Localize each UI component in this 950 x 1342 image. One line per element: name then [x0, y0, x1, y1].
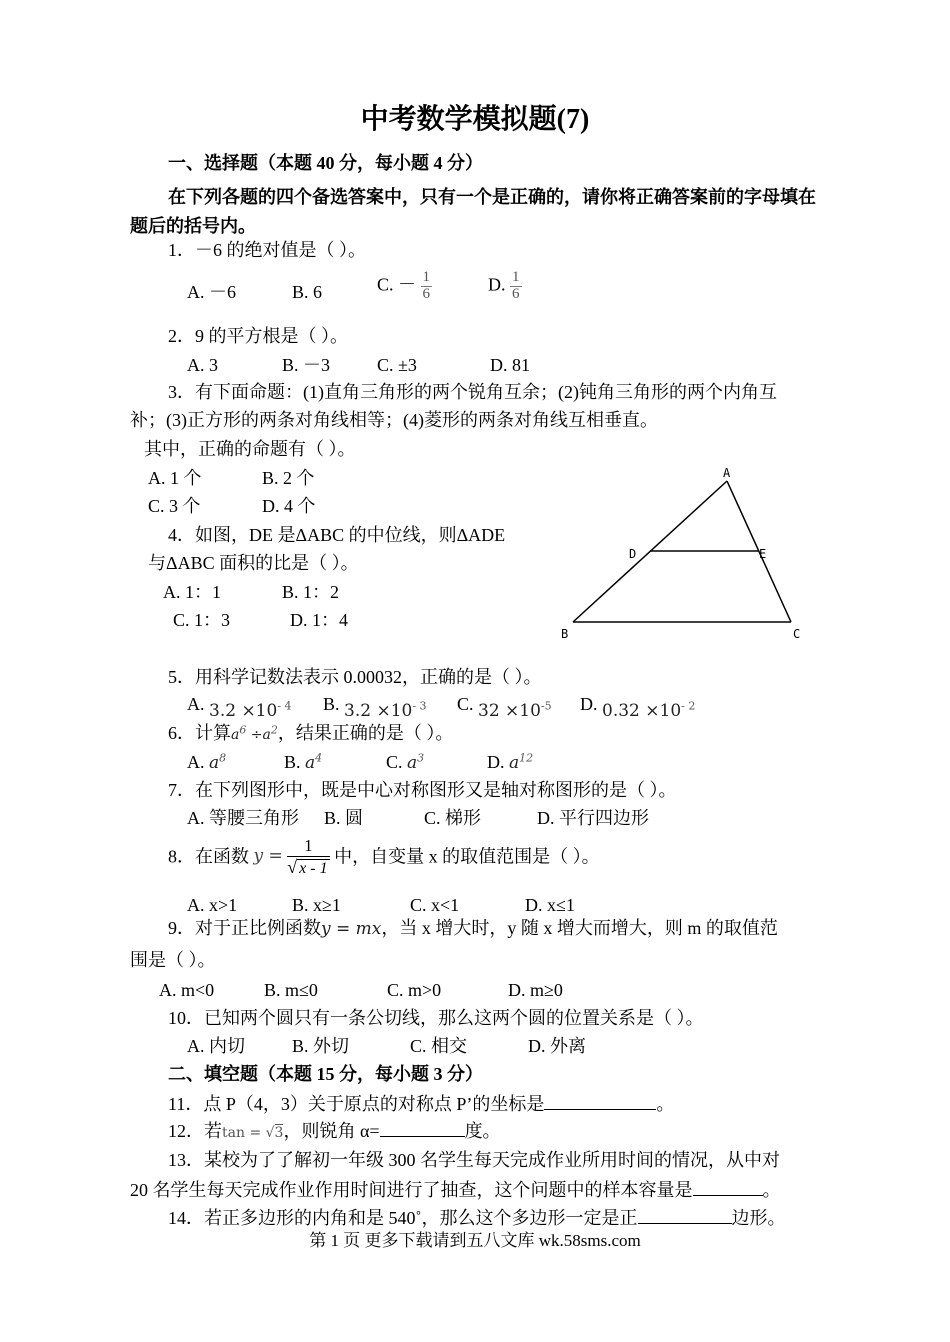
q6-expr-base1: a	[231, 727, 240, 743]
q5-stem: 5．用科学记数法表示 0.00032，正确的是（ ）。	[168, 667, 542, 687]
q4-option-a: A. 1：1	[163, 582, 221, 602]
q8-num: 1	[287, 836, 329, 857]
q6-expr	[231, 723, 278, 743]
q6-option-d	[487, 752, 533, 774]
q6-prefix: 6．计算	[168, 723, 231, 743]
q6-b-exp: 4	[315, 751, 323, 765]
q8-option-b: B. x≥1	[292, 895, 341, 915]
q7-option-b: B. 圆	[324, 808, 364, 828]
q4-option-d: D. 1：4	[290, 610, 348, 630]
q7-option-c: C. 梯形	[424, 808, 482, 828]
q13-suffix: 。	[762, 1180, 781, 1200]
sqrt-icon: √	[265, 1125, 275, 1141]
q6-option-c	[386, 752, 424, 774]
section1-heading: 一、选择题（本题 40 分，每小题 4 分）	[168, 153, 483, 173]
q12-expr-text: tan =	[222, 1125, 266, 1141]
q1-d-fraction	[510, 270, 522, 303]
q11-suffix: 。	[656, 1094, 675, 1114]
q11-prefix: 11．点 P（4，3）关于原点的对称点 P’的坐标是	[168, 1094, 545, 1114]
q14	[168, 1207, 786, 1229]
page-title: 中考数学模拟题(7)	[360, 104, 590, 135]
q2-option-a: A. 3	[187, 355, 218, 375]
q4-line1: 4．如图，DE 是ΔABC 的中位线，则ΔADE	[168, 525, 506, 545]
page-footer: 第 1 页 更多下载请到五八文库 wk.58sms.com	[309, 1231, 641, 1250]
q3-line1: 3．有下面命题：(1)直角三角形的两个锐角互余；(2)钝角三角形的两个内角互	[168, 382, 777, 402]
q6-d-expr	[509, 753, 533, 773]
q9-option-b: B. m≤0	[264, 980, 318, 1000]
q6-a-var: a	[209, 753, 220, 773]
q5-c-exp: -5	[540, 699, 552, 713]
q6-stem	[168, 723, 453, 744]
q1-option-a: A. －6	[187, 282, 236, 302]
q9-option-c: C. m>0	[387, 980, 442, 1000]
q6-b-expr	[305, 753, 322, 773]
q5-c-expr	[478, 701, 552, 721]
q1-d-prefix: D.	[488, 274, 506, 295]
q12-prefix: 12．若	[168, 1121, 222, 1141]
q12-expr	[222, 1124, 283, 1141]
q5-d-expr	[602, 701, 695, 721]
q3-option-b: B. 2 个	[262, 468, 315, 488]
q6-c-exp: 3	[417, 751, 425, 765]
q9-option-a: A. m<0	[159, 980, 215, 1000]
q8-suffix: 中，自变量 x 的取值范围是（ ）。	[334, 846, 600, 867]
q12-answer-blank[interactable]	[380, 1120, 465, 1137]
q5-d-base: 0.32 ×10	[602, 701, 682, 721]
q10-stem: 10．已知两个圆只有一条公切线，那么这两个圆的位置关系是（ ）。	[168, 1008, 704, 1028]
q8-prefix: 8．在函数	[168, 846, 249, 867]
q9-func: y = mx	[321, 919, 382, 939]
q6-b-var: a	[305, 753, 316, 773]
q5-b-base: 3.2 ×10	[344, 701, 413, 721]
q7-stem: 7．在下列图形中，既是中心对称图形又是轴对称图形的是（ ）。	[168, 780, 677, 800]
q2-option-b: B. －3	[282, 355, 331, 375]
q2-option-d: D. 81	[490, 355, 530, 375]
q5-a-exp: - 4	[277, 699, 292, 713]
q5-b-exp: - 3	[412, 699, 427, 713]
q8-lhs: y =	[253, 846, 283, 867]
q1-c-prefix: C. －	[377, 274, 417, 295]
q13-line1: 13．某校为了了解初一年级 300 名学生每天完成作业所用时间的情况，从中对	[168, 1150, 780, 1170]
q3-line3: 其中，正确的命题有（ ）。	[144, 439, 356, 459]
q6-option-b	[284, 752, 322, 774]
label-e: E	[759, 547, 767, 561]
q5-a-base: 3.2 ×10	[209, 701, 278, 721]
q12-mid: ，则锐角 α=	[283, 1121, 380, 1141]
q9-option-d: D. m≥0	[508, 980, 563, 1000]
q1-d-num: 1	[512, 269, 520, 285]
q5-c-label: C.	[457, 694, 474, 714]
q1-c-den: 6	[422, 285, 431, 302]
q7-option-d: D. 平行四边形	[537, 808, 649, 828]
q8-option-d: D. x≤1	[525, 895, 575, 915]
label-c: C	[793, 627, 801, 641]
q6-expr-exp2: 2	[270, 723, 278, 737]
q1-option-c	[377, 270, 432, 303]
q2-option-c: C. ±3	[377, 355, 417, 375]
q10-option-a: A. 内切	[187, 1036, 245, 1056]
q9-suffix: ，当 x 增大时，y 随 x 增大而增大，则 m 的取值范	[381, 918, 778, 938]
q12-radicand: 3	[274, 1125, 284, 1141]
q4-line2: 与ΔABC 面积的比是（ ）。	[148, 553, 359, 573]
q6-d-exp: 12	[519, 751, 534, 765]
q6-expr-exp1: 6	[239, 723, 247, 737]
q14-answer-blank[interactable]	[638, 1207, 732, 1224]
q1-d-den: 6	[512, 285, 520, 302]
q9-line2: 围是（ ）。	[130, 950, 216, 970]
q6-option-a	[187, 752, 226, 774]
q14-prefix: 14．若正多边形的内角和是 540˚，那么这个多边形一定是正	[168, 1208, 638, 1228]
q10-option-b: B. 外切	[292, 1036, 350, 1056]
q2-stem: 2．9 的平方根是（ ）。	[168, 326, 348, 346]
q6-suffix: ，结果正确的是（ ）。	[277, 723, 454, 743]
q10-option-c: C. 相交	[410, 1036, 468, 1056]
q3-option-a: A. 1 个	[148, 468, 202, 488]
q9-line1	[168, 918, 778, 940]
q6-c-expr	[407, 753, 424, 773]
label-b: B	[561, 627, 569, 641]
q6-a-expr	[209, 753, 226, 773]
q6-c-var: a	[407, 753, 418, 773]
q5-option-b	[323, 694, 427, 721]
q1-c-num: 1	[422, 269, 431, 285]
q14-suffix: 边形。	[731, 1208, 786, 1228]
section1-instruction: 在下列各题的四个备选答案中，只有一个是正确的，请你将正确答案前的字母填在题后的括号内。	[130, 187, 816, 236]
q8-den	[287, 857, 329, 878]
q1-c-fraction	[421, 270, 433, 303]
q4-option-c: C. 1：3	[173, 610, 231, 630]
q11	[168, 1093, 674, 1115]
q4-option-b: B. 1：2	[282, 582, 340, 602]
q5-a-expr	[209, 701, 292, 721]
q5-d-label: D.	[580, 694, 598, 714]
label-d: D	[629, 547, 637, 561]
q3-option-d: D. 4 个	[262, 496, 316, 516]
q5-d-exp: - 2	[681, 699, 696, 713]
label-a: A	[723, 466, 731, 480]
q6-d-var: a	[509, 753, 520, 773]
q6-a-exp: 8	[219, 751, 227, 765]
q1-option-d	[488, 270, 522, 303]
sqrt-icon: √	[287, 856, 298, 877]
q5-b-label: B.	[323, 694, 340, 714]
q6-c-label: C.	[386, 752, 403, 772]
q5-a-label: A.	[187, 694, 205, 714]
q5-c-base: 32 ×10	[478, 701, 541, 721]
q13-line2-text: 20 名学生每天完成作业作用时间进行了抽查，这个问题中的样本容量是	[130, 1180, 693, 1200]
q8-fraction	[287, 836, 329, 878]
q7-option-a: A. 等腰三角形	[187, 808, 299, 828]
q6-expr-div: ÷a	[246, 727, 271, 743]
q13-line2	[130, 1179, 781, 1201]
q3-line2: 补；(3)正方形的两条对角线相等；(4)菱形的两条对角线互相垂直。	[130, 410, 658, 430]
q13-answer-blank[interactable]	[693, 1179, 763, 1196]
q8-radicand: x - 1	[299, 859, 328, 877]
q10-option-d: D. 外离	[528, 1036, 586, 1056]
q8-option-a: A. x>1	[187, 895, 238, 915]
q5-option-c	[457, 694, 552, 721]
q1-option-b: B. 6	[292, 282, 323, 302]
q5-option-d	[580, 694, 696, 721]
section2-heading: 二、填空题（本题 15 分，每小题 3 分）	[168, 1064, 483, 1084]
q6-b-label: B.	[284, 752, 301, 772]
q5-b-expr	[344, 701, 427, 721]
q12-suffix: 度。	[464, 1121, 501, 1141]
q11-answer-blank[interactable]	[544, 1093, 656, 1110]
q8-stem	[168, 836, 600, 878]
q3-option-c: C. 3 个	[148, 496, 201, 516]
triangle-figure	[555, 462, 810, 647]
q9-prefix: 9．对于正比例函数	[168, 918, 321, 938]
q8-option-c: C. x<1	[410, 895, 460, 915]
q5-option-a	[187, 694, 292, 721]
q1-stem: 1．－6 的绝对值是（ ）。	[168, 240, 366, 260]
q6-a-label: A.	[187, 752, 205, 772]
q12	[168, 1120, 501, 1142]
q6-d-label: D.	[487, 752, 505, 772]
